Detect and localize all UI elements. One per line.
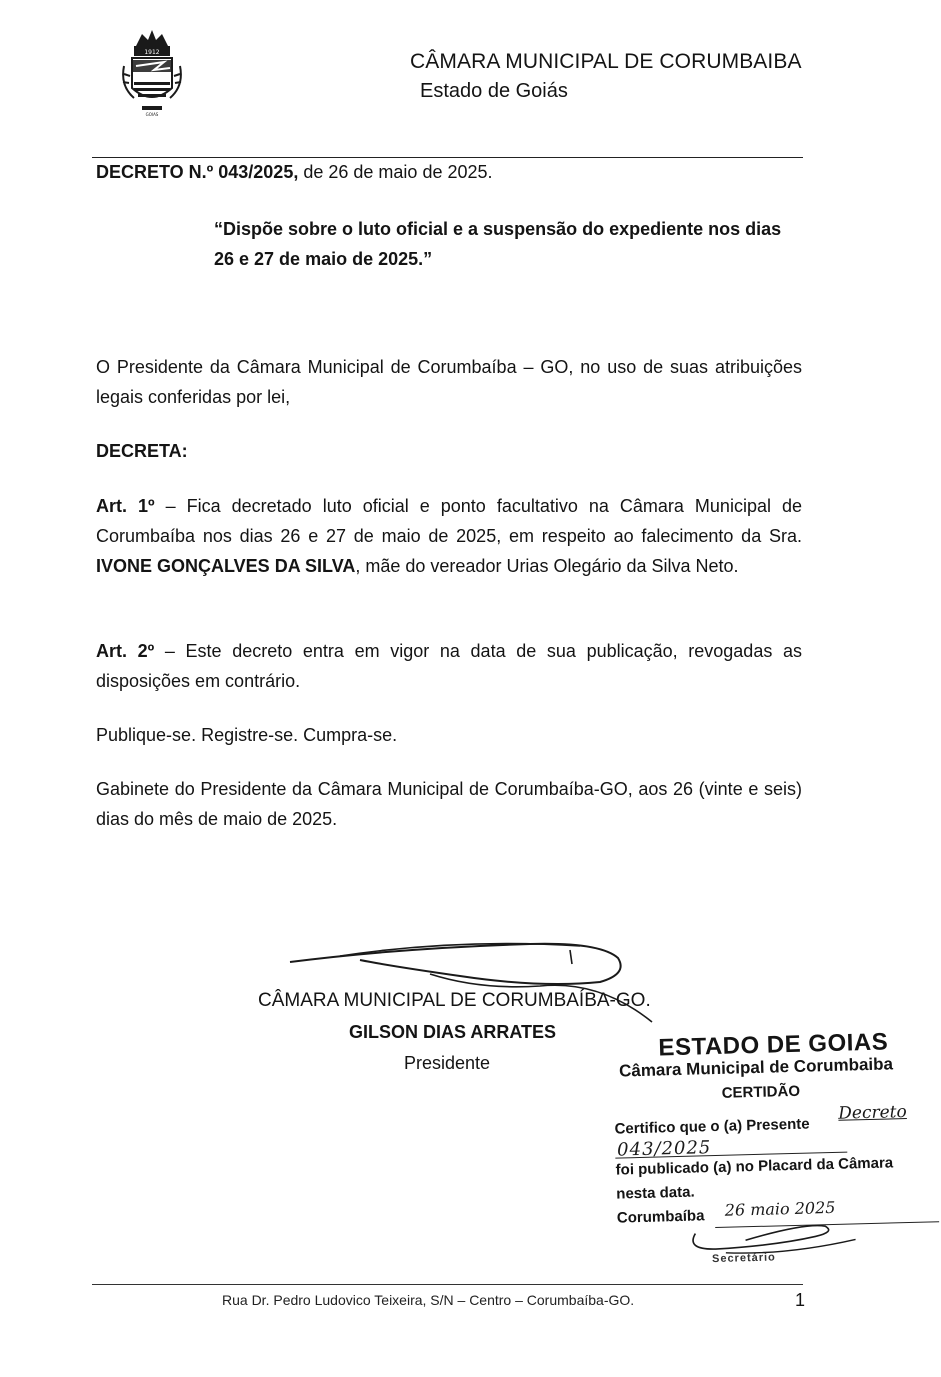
signatory-role: Presidente — [404, 1053, 491, 1073]
president-signature — [280, 930, 670, 1030]
article-1-label: Art. 1º — [96, 496, 155, 516]
article-2 — [96, 636, 802, 696]
municipal-crest-logo — [120, 26, 184, 118]
header-state: Estado de Goiás — [420, 80, 568, 102]
stamp-handwritten-number: 043/2025 — [616, 1137, 712, 1161]
publique-line: Publique-se. Registre-se. Cumpra-se. — [96, 725, 398, 745]
intro-paragraph: O Presidente da Câmara Municipal de Corumbaíba – GO, no uso de suas atribuições legais conferidas por lei, — [96, 357, 802, 407]
stamp-state: ESTADO DE GOIAS — [658, 1028, 889, 1062]
decree-number: DECRETO N.º 043/2025, — [96, 162, 299, 182]
article-2-text: – Este decreto entra em vigor na data de sua publicação, revogadas as disposições em contrário. — [96, 641, 802, 691]
stamp-certifico: Certifico que o (a) Presente — [614, 1115, 810, 1138]
article-1 — [96, 491, 802, 581]
signature-org: CÂMARA MUNICIPAL DE CORUMBAÍBA-GO. — [258, 990, 651, 1011]
stamp-handwritten-date: 26 maio 2025 — [724, 1197, 836, 1220]
footer-address: Rua Dr. Pedro Ludovico Teixeira, S/N – Centro – Corumbaíba-GO. — [222, 1292, 635, 1308]
gabinete-paragraph: Gabinete do Presidente da Câmara Municipal de Corumbaíba-GO, aos 26 (vinte e seis) dias do mês de maio de 2025. — [96, 779, 802, 829]
deceased-name: IVONE GONÇALVES DA SILVA — [96, 556, 356, 576]
stamp-publicado: foi publicado (a) no Placard da Câmara — [615, 1154, 894, 1179]
stamp-certidao: CERTIDÃO — [721, 1082, 801, 1102]
footer-divider — [92, 1284, 803, 1285]
signatory-name: GILSON DIAS ARRATES — [349, 1022, 557, 1042]
stamp-secretario: Secretário — [711, 1251, 776, 1266]
article-1-text-a: – Fica decretado luto oficial e ponto facultativo na Câmara Municipal de Corumbaíba nos dias 26 e 27 de maio de 2025, em respeito ao falecimento da Sra. — [96, 496, 802, 546]
crest-motto: GOIAS — [145, 112, 159, 117]
stamp-nesta-data: nesta data. — [616, 1183, 695, 1203]
page-number: 1 — [795, 1290, 806, 1310]
stamp-city: Corumbaíba — [616, 1207, 705, 1227]
article-2-label: Art. 2º — [96, 641, 155, 661]
crest-year: 1912 — [144, 49, 160, 56]
header-org-name: CÂMARA MUNICIPAL DE CORUMBAIBA — [410, 50, 802, 73]
stamp-handwritten-doc: Decreto — [838, 1102, 907, 1124]
header-divider — [92, 157, 803, 158]
decree-ementa: “Dispõe sobre o luto oficial e a suspensão do expediente nos dias 26 e 27 de maio de 2025.” — [214, 219, 782, 269]
decreta-heading: DECRETA: — [96, 441, 188, 461]
article-1-text-b: , mãe do vereador Urias Olegário da Silva Neto. — [355, 556, 739, 576]
certification-stamp — [600, 1021, 941, 1280]
stamp-chamber: Câmara Municipal de Corumbaiba — [618, 1054, 894, 1081]
decree-date: de 26 de maio de 2025. — [303, 162, 493, 182]
decree-title — [96, 162, 493, 183]
